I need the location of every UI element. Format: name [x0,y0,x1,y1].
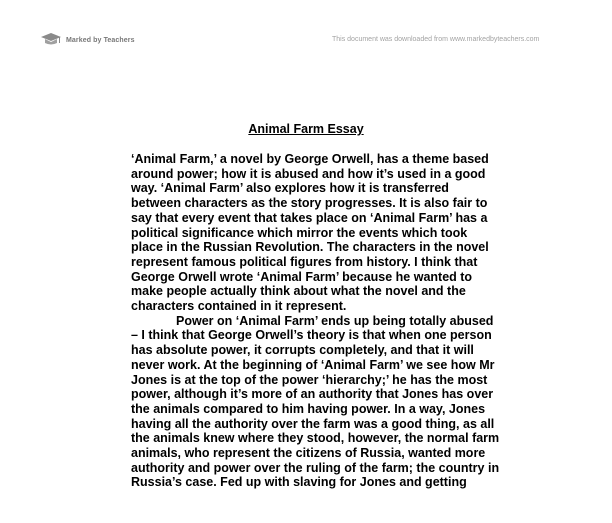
logo-text: Marked by Teachers [66,36,135,44]
paragraph: Power on ‘Animal Farm’ ends up being totally abused – I think that George Orwell’s theory is that when one person has absolute power, it corrupts completely, and that it will never work. At the beginning of ‘Animal Farm’ we see how Mr Jones is at the top of the power ‘hierarchy;’ he has the most power, although it’s more of an authority that Jones has over the animals compared to him having power. In a way, Jones having all the authority over the farm was a good thing, as all the animals knew where they stood, however, the normal farm animals, who represent the citizens of Russia, wanted more authority and power over the ruling of the farm; the country in Russia’s case. Fed up with slaving for Jones and getting [131,313,500,490]
paragraph: ‘Animal Farm,’ a novel by George Orwell, has a theme based around power; how it is abused and how it’s used in a good way. ‘Animal Farm’ also explores how it is transferred between characters as the story progresses. It is also fair to say that every event that takes place on ‘Animal Farm’ has a political significance which mirror the events which took place in the Russian Revolution. The characters in the novel represent famous political figures from history. I think that George Orwell wrote ‘Animal Farm’ because he wanted to make people actually think about what the novel and the characters contained in it represent. [131,152,489,314]
site-logo[interactable] [40,33,135,47]
essay-body [131,152,501,490]
essay-title: Animal Farm Essay [248,122,364,136]
download-note: This document was downloaded from www.markedbyteachers.com [332,36,540,43]
mortarboard-logo-icon [40,33,62,47]
